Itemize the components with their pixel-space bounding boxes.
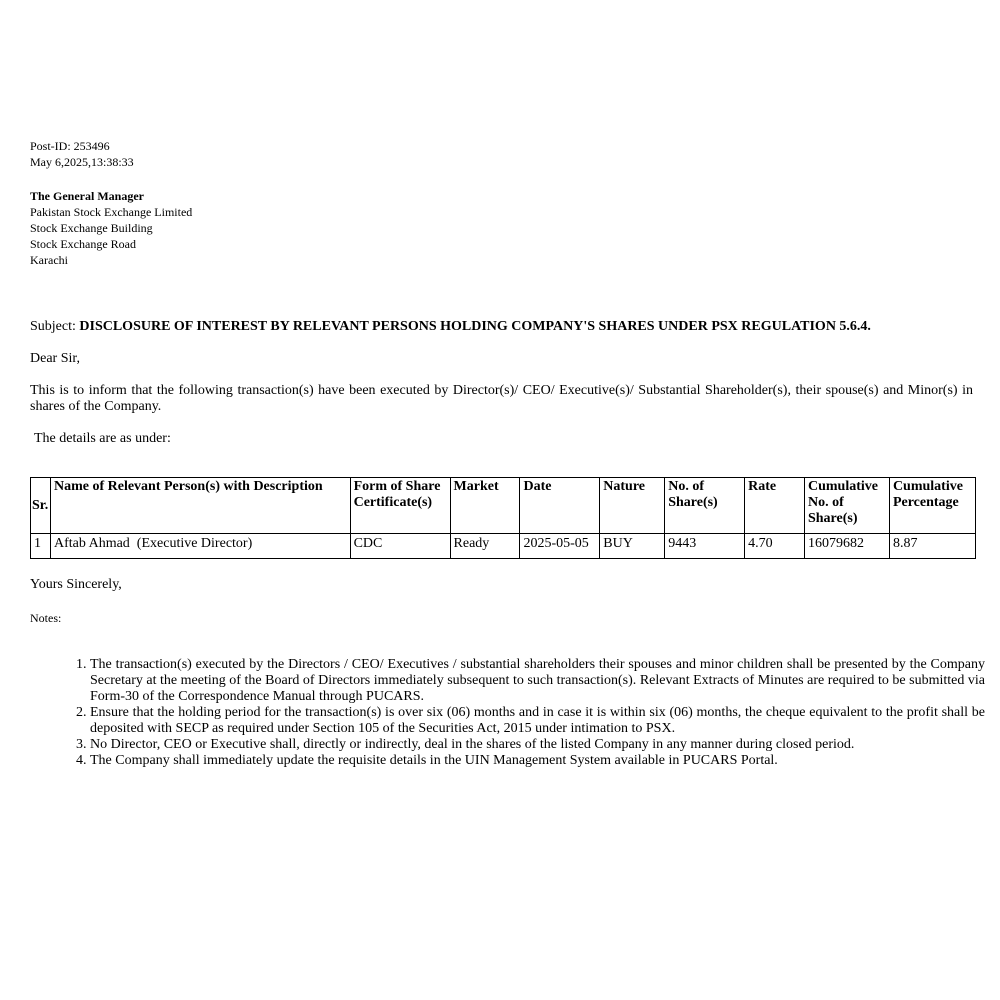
note-item: 2. Ensure that the holding period for the transaction(s) is over six (06) months and in case it is within six (06) months, the cheque equivalent to the profit shall be deposited with SECP as required under Section 105 of the Securities Act, 2015 under intimation to PSX. xyxy=(90,705,985,737)
salutation: Dear Sir, xyxy=(30,351,80,366)
note-item: 3. No Director, CEO or Executive shall, directly or indirectly, deal in the shares of the listed Company in any manner during closed period. xyxy=(90,737,985,753)
closing: Yours Sincerely, xyxy=(30,577,122,592)
cell-date: 2025-05-05 xyxy=(520,534,600,559)
post-id: Post-ID: 253496 xyxy=(30,139,110,153)
subject-line xyxy=(30,319,990,335)
col-header: Cumulative Percentage xyxy=(889,478,975,534)
table-row xyxy=(31,534,976,559)
col-header: Name of Relevant Person(s) with Description xyxy=(50,478,350,534)
subject-text: DISCLOSURE OF INTEREST BY RELEVANT PERSONS HOLDING COMPANY'S SHARES UNDER PSX REGULATION 5.6.4. xyxy=(79,319,871,334)
note-item: 1. The transaction(s) executed by the Directors / CEO/ Executives / substantial shareholders their spouses and minor children shall be presented by the Company Secretary at the meeting of the Board of Directors immediately subsequent to such transaction(s). Relevant Extracts of Minutes are required to be submitted via Form-30 of the Correspondence Manual through PUCARS. xyxy=(90,657,985,705)
cell-name: Aftab Ahmad (Executive Director) xyxy=(50,534,350,559)
addressee-line: Stock Exchange Building xyxy=(30,221,153,235)
cell-rate: 4.70 xyxy=(745,534,805,559)
col-header: Market xyxy=(450,478,520,534)
cell-market: Ready xyxy=(450,534,520,559)
cell-sr: 1 xyxy=(31,534,51,559)
cell-nature: BUY xyxy=(600,534,665,559)
addressee-line: Pakistan Stock Exchange Limited xyxy=(30,205,193,219)
col-header: Rate xyxy=(745,478,805,534)
addressee-block xyxy=(30,188,192,268)
details-intro: The details are as under: xyxy=(34,431,171,446)
col-header: Sr. xyxy=(31,478,51,534)
cell-cumulative-percentage: 8.87 xyxy=(889,534,975,559)
col-header: Nature xyxy=(600,478,665,534)
cell-cumulative-shares: 16079682 xyxy=(804,534,889,559)
addressee-line: Karachi xyxy=(30,253,68,267)
col-header: Date xyxy=(520,478,600,534)
note-item: 4. The Company shall immediately update the requisite details in the UIN Management System available in PUCARS Portal. xyxy=(90,753,985,769)
notes-list xyxy=(30,657,985,769)
cell-shares: 9443 xyxy=(665,534,745,559)
transactions-table xyxy=(30,477,976,559)
notes-label: Notes: xyxy=(30,611,62,625)
addressee-title: The General Manager xyxy=(30,189,144,203)
post-datetime: May 6,2025,13:38:33 xyxy=(30,155,134,169)
intro-paragraph: This is to inform that the following transaction(s) have been executed by Director(s)/ CEO/ Executive(s)/ Substantial Shareholder(s), their spouse(s) and Minor(s) in shares of the Company. xyxy=(30,383,973,414)
table-header-row xyxy=(31,478,976,534)
addressee-line: Stock Exchange Road xyxy=(30,237,136,251)
col-header: Cumulative No. of Share(s) xyxy=(804,478,889,534)
cell-form: CDC xyxy=(350,534,450,559)
col-header: No. of Share(s) xyxy=(665,478,745,534)
subject-label: Subject: xyxy=(30,319,76,334)
col-header: Form of Share Certificate(s) xyxy=(350,478,450,534)
